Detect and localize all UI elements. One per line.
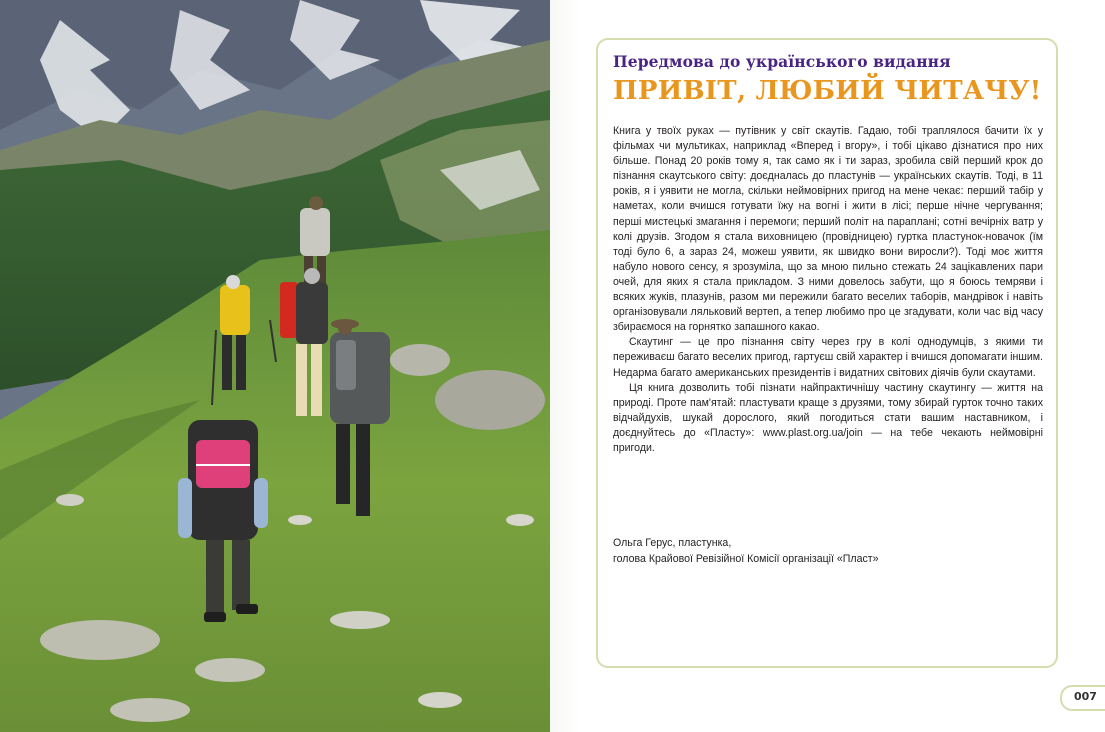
preface-title: Передмова до українського видання — [613, 52, 951, 71]
signature-block — [613, 536, 1043, 567]
page-gutter — [550, 0, 580, 732]
page-number: 007 — [1074, 690, 1097, 703]
paragraph-2: Скаутинг — це про пізнання світу через гру в колі однодумців, з якими ти переживаєш багато веселих пригод, гартуєш свій характер і вчишся допомагати іншим. Недарма багато американських президентів і видатних світових діячів були скаутами. — [613, 336, 1043, 379]
signature-position: голова Крайової Ревізійної Комісії організації «Пласт» — [613, 552, 879, 565]
paragraph-1: Книга у твоїх руках — путівник у світ скаутів. Гадаю, тобі траплялося бачити їх у фільмах чи мультиках, наприклад «Вперед і вгору», і тобі цікаво дізнатися про них більше. Понад 20 років тому я, так само як і ти зараз, зробила свій перший крок до пізнання скаутського світу: доєдналась до пластунів — українських скаутів. Тоді, в 11 років, я і уявити не могла, скільки неймовірних пригод на мене чекає: перший табір у наметах, коли вчишся готувати їжу на вогні і жити в лісі; перше нічне чергування; перші мистецькі змагання і перемоги; перший політ на параплані; сотні вечірніх ватр у колі друзів. Згодом я стала виховницею (провідницею) гуртка пластунок-новачок (їм тоді було 6, а зараз 24, можеш уявити, як швидко вони виросли?). Тоді моє життя набуло нового сенсу, я зрозуміла, що за мною пильно стежать 24 зацікавлених пари очей, для яких я стала прикладом. З ними довелось забути, що я боюсь темряви і всяких жуків, плазунів, разом ми пережили багато веселих таборів, мандрівок і навіть організовували ляльковий вертеп, а тепер любимо про це згадувати, коли час від часу збираємося на горнятко запашного какао. — [613, 125, 1043, 334]
body-text — [613, 124, 1043, 456]
hikers-photo — [0, 0, 550, 732]
page-headline: ПРИВІТ, ЛЮБИЙ ЧИТАЧУ! — [613, 76, 1042, 106]
signature-name: Ольга Герус, пластунка, — [613, 537, 732, 549]
paragraph-3: Ця книга дозволить тобі пізнати найпрактичнішу частину скаутингу — життя на природі. Проте пам'ятай: пластувати краще з друзями, тому збирай гурток точно таких відчайдухів, шукай дорослого, який погодиться стати вашим наставником, і доєднуйтесь до «Пласту»: www.plast.org.ua/join — на тебе чекають неймовірні пригоди. — [613, 381, 1043, 454]
